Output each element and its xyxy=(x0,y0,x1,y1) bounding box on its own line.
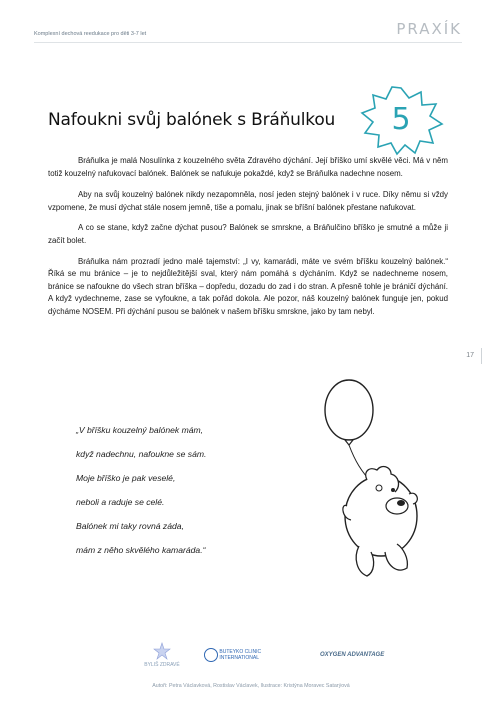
poem-line: když nadechnu, nafoukne se sám. xyxy=(76,449,207,459)
poem-line: Balónek mi taky rovná záda, xyxy=(76,521,184,531)
page-number-divider xyxy=(481,348,482,364)
buteyko-clinic-logo xyxy=(204,648,261,662)
logo-line: INTERNATIONAL xyxy=(219,655,260,661)
paragraph: Bráňulka je malá Nosulínka z kouzelného světa Zdravého dýchání. Její bříško umí skvělé věci. Má v něm totiž kouzelný nafukovací balónek. Balónek se nafukuje pokaždé, když se Bráňulka nadechne nosem. xyxy=(48,156,448,178)
paragraph: Aby na svůj kouzelný balónek nikdy nezapomněla, nosí jeden stejný balónek i v ruce. Díky němu si vždy vzpomene, že musí dýchat stále nosem jemně, tiše a pomalu, jinak se bříšní balónek přestane nafukovat. xyxy=(48,190,448,212)
authors-credit: Autoři: Petra Václavková, Rostislav Václavek, Ilustrace: Kristýna Moravec Satarýová xyxy=(152,683,350,689)
star-icon xyxy=(153,642,171,660)
poem-line: „V bříšku kouzelný balónek mám, xyxy=(76,425,204,435)
poem-line: mám z něho skvělého kamaráda.“ xyxy=(76,545,206,555)
logo-line: BUTEYKO CLINIC xyxy=(219,649,262,655)
lesson-number-badge xyxy=(358,84,444,156)
logo-label: BYLIŠ ZDRAVÉ xyxy=(144,662,180,668)
bear-with-balloon-illustration xyxy=(305,376,425,606)
circle-icon xyxy=(204,648,218,662)
poem-line: Moje bříško je pak veselé, xyxy=(76,473,176,483)
paragraph: Bráňulka nám prozradí jedno malé tajemství: „I vy, kamarádi, máte ve svém bříšku kouzelný balónek.“ Říká se mu bránice – je to nejdůležitější sval, který nám pomáhá s dýcháním. Když se nadechneme nosem, bránice se nafoukne do všech stran bříška – dopředu, dozadu do zad i do stran. A přesně tohle je bráničí dýchání. A když vydechneme, zase se vyfoukne, a tak pořád dokola. Ale pozor, náš kouzelný balónek funguje jen, pokud dýcháme NOSEM. Při dýchání pusou se balónek v našem bříšku smrskne, jako by tam nebyl. xyxy=(48,256,448,316)
poem-line: neboli a raduje se celé. xyxy=(76,497,165,507)
partner-logos xyxy=(130,640,410,674)
lesson-title: Nafoukni svůj balónek s Bráňulkou xyxy=(48,110,336,130)
lesson-text xyxy=(48,155,448,327)
header-subtitle: Komplexní dechová reedukace pro děti 3-7 let xyxy=(34,31,147,37)
paragraph: A co se stane, když začne dýchat pusou? Balónek se smrskne, a Bráňulčino bříško je smutné a může ji začít bolet. xyxy=(48,223,448,245)
lesson-number: 5 xyxy=(391,102,411,137)
page-number: 17 xyxy=(466,352,474,359)
header-divider xyxy=(34,42,462,43)
brand-logo: PRAXÍK xyxy=(396,20,462,38)
poem xyxy=(76,418,206,562)
byli-zdrave-logo xyxy=(142,642,182,668)
oxygen-advantage-logo: OXYGEN ADVANTAGE xyxy=(320,652,385,658)
